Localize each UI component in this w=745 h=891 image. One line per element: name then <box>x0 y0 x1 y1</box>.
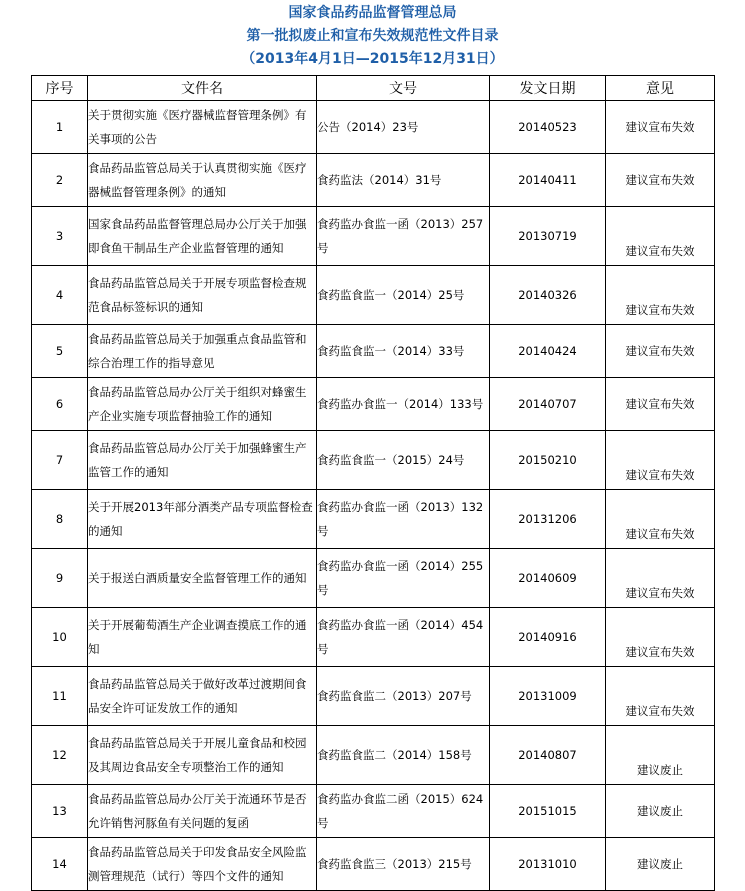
table-row <box>32 101 715 154</box>
table-row <box>32 838 715 891</box>
row-doc-number: 食药监办食监一函（2014）255号 <box>317 549 490 608</box>
row-seq: 8 <box>32 490 88 549</box>
table-row <box>32 667 715 726</box>
row-file-name: 食品药品监管总局关于印发食品安全风险监测管理规范（试行）等四个文件的通知 <box>88 838 317 891</box>
row-seq: 13 <box>32 785 88 838</box>
row-issue-date: 20140609 <box>490 549 606 608</box>
row-doc-number: 食药监食监二（2014）158号 <box>317 726 490 785</box>
heading-title: 第一批拟废止和宣布失效规范性文件目录 <box>246 28 499 44</box>
table-row <box>32 549 715 608</box>
row-file-name: 食品药品监管总局办公厅关于加强蜂蜜生产监管工作的通知 <box>88 431 317 490</box>
table-row <box>32 726 715 785</box>
row-doc-number: 食药监食监一（2014）25号 <box>317 266 490 325</box>
row-file-name: 食品药品监管总局关于开展儿童食品和校园及其周边食品安全专项整治工作的通知 <box>88 726 317 785</box>
row-file-name: 关于开展2013年部分酒类产品专项监督检查的通知 <box>88 490 317 549</box>
row-issue-date: 20140916 <box>490 608 606 667</box>
table-row <box>32 207 715 266</box>
table-row <box>32 608 715 667</box>
row-doc-number: 食药监办食监一函（2013）132号 <box>317 490 490 549</box>
row-file-name: 食品药品监管总局关于认真贯彻实施《医疗器械监督管理条例》的通知 <box>88 154 317 207</box>
row-opinion: 建议宣布失效 <box>606 549 715 608</box>
table-row <box>32 266 715 325</box>
row-issue-date: 20140707 <box>490 378 606 431</box>
header-issue-date: 发文日期 <box>490 76 606 101</box>
row-opinion: 建议废止 <box>606 726 715 785</box>
row-doc-number: 食药监办食监一（2014）133号 <box>317 378 490 431</box>
row-seq: 10 <box>32 608 88 667</box>
row-opinion: 建议废止 <box>606 838 715 891</box>
row-file-name: 关于贯彻实施《医疗器械监督管理条例》有关事项的公告 <box>88 101 317 154</box>
row-issue-date: 20140523 <box>490 101 606 154</box>
header-opinion: 意见 <box>606 76 715 101</box>
row-seq: 1 <box>32 101 88 154</box>
row-opinion: 建议宣布失效 <box>606 378 715 431</box>
table-row <box>32 378 715 431</box>
header-file-name: 文件名 <box>88 76 317 101</box>
row-opinion: 建议宣布失效 <box>606 207 715 266</box>
row-issue-date: 20150210 <box>490 431 606 490</box>
header-doc-number: 文号 <box>317 76 490 101</box>
row-issue-date: 20131010 <box>490 838 606 891</box>
table-row <box>32 154 715 207</box>
row-issue-date: 20151015 <box>490 785 606 838</box>
row-doc-number: 食药监食监三（2013）215号 <box>317 838 490 891</box>
row-opinion: 建议宣布失效 <box>606 325 715 378</box>
row-opinion: 建议废止 <box>606 785 715 838</box>
row-opinion: 建议宣布失效 <box>606 431 715 490</box>
row-seq: 12 <box>32 726 88 785</box>
heading-agency: 国家食品药品监督管理总局 <box>288 5 457 21</box>
row-doc-number: 食药监食监二（2013）207号 <box>317 667 490 726</box>
row-file-name: 食品药品监管总局办公厅关于流通环节是否允许销售河豚鱼有关问题的复函 <box>88 785 317 838</box>
header-seq: 序号 <box>32 76 88 101</box>
row-file-name: 食品药品监管总局办公厅关于组织对蜂蜜生产企业实施专项监督抽验工作的通知 <box>88 378 317 431</box>
table-body <box>32 101 715 891</box>
row-seq: 11 <box>32 667 88 726</box>
table-row <box>32 785 715 838</box>
document-list-table <box>31 75 715 891</box>
table-header-row <box>32 76 715 101</box>
table-row <box>32 431 715 490</box>
table-row <box>32 490 715 549</box>
row-issue-date: 20131009 <box>490 667 606 726</box>
row-issue-date: 20140326 <box>490 266 606 325</box>
row-issue-date: 20140807 <box>490 726 606 785</box>
row-opinion: 建议宣布失效 <box>606 101 715 154</box>
row-doc-number: 食药监办食监一函（2014）454号 <box>317 608 490 667</box>
row-file-name: 关于开展葡萄酒生产企业调查摸底工作的通知 <box>88 608 317 667</box>
heading-period: （2013年4月1日—2015年12月31日） <box>241 51 504 67</box>
row-opinion: 建议宣布失效 <box>606 608 715 667</box>
document-heading <box>0 2 745 71</box>
row-seq: 4 <box>32 266 88 325</box>
row-seq: 14 <box>32 838 88 891</box>
row-issue-date: 20140411 <box>490 154 606 207</box>
row-issue-date: 20140424 <box>490 325 606 378</box>
row-file-name: 国家食品药品监督管理总局办公厅关于加强即食鱼干制品生产企业监督管理的通知 <box>88 207 317 266</box>
row-doc-number: 食药监食监一（2015）24号 <box>317 431 490 490</box>
row-file-name: 食品药品监管总局关于开展专项监督检查规范食品标签标识的通知 <box>88 266 317 325</box>
row-issue-date: 20130719 <box>490 207 606 266</box>
row-seq: 9 <box>32 549 88 608</box>
row-seq: 2 <box>32 154 88 207</box>
row-doc-number: 食药监法（2014）31号 <box>317 154 490 207</box>
row-doc-number: 食药监办食监二函（2015）624号 <box>317 785 490 838</box>
row-seq: 7 <box>32 431 88 490</box>
row-seq: 6 <box>32 378 88 431</box>
row-opinion: 建议宣布失效 <box>606 266 715 325</box>
row-file-name: 关于报送白酒质量安全监督管理工作的通知 <box>88 549 317 608</box>
row-file-name: 食品药品监管总局关于做好改革过渡期间食品安全许可证发放工作的通知 <box>88 667 317 726</box>
row-file-name: 食品药品监管总局关于加强重点食品监管和综合治理工作的指导意见 <box>88 325 317 378</box>
row-opinion: 建议宣布失效 <box>606 667 715 726</box>
row-doc-number: 公告（2014）23号 <box>317 101 490 154</box>
row-doc-number: 食药监食监一（2014）33号 <box>317 325 490 378</box>
row-seq: 5 <box>32 325 88 378</box>
row-opinion: 建议宣布失效 <box>606 490 715 549</box>
row-doc-number: 食药监办食监一函（2013）257号 <box>317 207 490 266</box>
row-opinion: 建议宣布失效 <box>606 154 715 207</box>
row-issue-date: 20131206 <box>490 490 606 549</box>
table-row <box>32 325 715 378</box>
row-seq: 3 <box>32 207 88 266</box>
